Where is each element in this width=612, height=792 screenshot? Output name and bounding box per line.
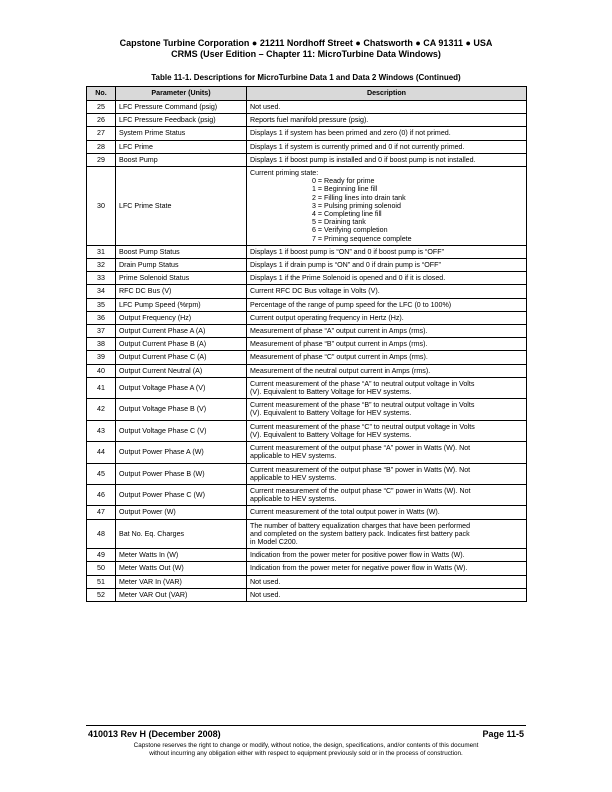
- row-number: 38: [87, 338, 116, 351]
- table-row: [87, 399, 527, 420]
- description-line: Indication from the power meter for negative power flow in Watts (W).: [250, 564, 468, 573]
- row-description: [247, 420, 527, 441]
- row-number: 44: [87, 442, 116, 463]
- table-row: [87, 311, 527, 324]
- row-number: 32: [87, 259, 116, 272]
- row-description: [247, 127, 527, 140]
- row-description: [247, 588, 527, 601]
- description-line: The number of battery equalization charges that have been performed: [250, 521, 471, 530]
- row-number: 45: [87, 463, 116, 484]
- row-description: [247, 259, 527, 272]
- description-line: Not used.: [250, 590, 281, 599]
- row-number: 42: [87, 399, 116, 420]
- table-row: [87, 298, 527, 311]
- table-row: [87, 364, 527, 377]
- description-line: Current output operating frequency in Hertz (Hz).: [250, 313, 404, 322]
- row-number: 48: [87, 519, 116, 549]
- description-line: Displays 1 if drain pump is “ON” and 0 if drain pump is “OFF”: [250, 261, 441, 270]
- row-description: [247, 562, 527, 575]
- row-description: [247, 519, 527, 549]
- table-row: [87, 153, 527, 166]
- description-line: Current measurement of the output phase “C” power in Watts (W). Not: [250, 486, 471, 495]
- row-parameter: LFC Pump Speed (%rpm): [116, 298, 247, 311]
- table-row: [87, 442, 527, 463]
- row-number: 51: [87, 575, 116, 588]
- row-description: [247, 442, 527, 463]
- row-number: 35: [87, 298, 116, 311]
- parameter-table: [86, 86, 527, 602]
- column-header-parameter: Parameter (Units): [116, 87, 247, 101]
- table-row: [87, 167, 527, 246]
- description-line: Current measurement of the phase “C” to neutral output voltage in Volts: [250, 422, 475, 431]
- row-number: 52: [87, 588, 116, 601]
- row-parameter: Meter VAR Out (VAR): [116, 588, 247, 601]
- row-number: 36: [87, 311, 116, 324]
- row-description: [247, 351, 527, 364]
- table-row: [87, 351, 527, 364]
- footer-document-id: 410013 Rev H (December 2008): [88, 729, 221, 739]
- row-number: 50: [87, 562, 116, 575]
- row-parameter: Bat No. Eq. Charges: [116, 519, 247, 549]
- description-line: Measurement of phase “A” output current in Amps (rms).: [250, 327, 428, 336]
- description-line: (V). Equivalent to Battery Voltage for HEV systems.: [250, 430, 412, 439]
- row-number: 29: [87, 153, 116, 166]
- row-number: 47: [87, 506, 116, 519]
- header-chapter-line: CRMS (User Edition – Chapter 11: MicroTurbine Data Windows): [171, 49, 441, 59]
- row-parameter: Output Power Phase A (W): [116, 442, 247, 463]
- table-row: [87, 519, 527, 549]
- row-parameter: Output Current Phase B (A): [116, 338, 247, 351]
- row-number: 39: [87, 351, 116, 364]
- row-description: [247, 101, 527, 114]
- footer-page-number: Page 11-5: [482, 729, 524, 739]
- row-number: 40: [87, 364, 116, 377]
- row-description: [247, 167, 527, 246]
- row-number: 31: [87, 245, 116, 258]
- row-parameter: Meter VAR In (VAR): [116, 575, 247, 588]
- row-number: 41: [87, 377, 116, 398]
- description-line: (V). Equivalent to Battery Voltage for HEV systems.: [250, 409, 412, 418]
- description-line: Displays 1 if system has been primed and zero (0) if not primed.: [250, 129, 451, 138]
- table-row: [87, 101, 527, 114]
- description-line: Displays 1 if boost pump is installed and 0 if boost pump is not installed.: [250, 155, 476, 164]
- prime-state-item: 5 = Draining tank: [312, 218, 366, 227]
- row-description: [247, 463, 527, 484]
- row-parameter: Meter Watts In (W): [116, 549, 247, 562]
- prime-state-item: 3 = Pulsing priming solenoid: [312, 201, 401, 210]
- table-row: [87, 338, 527, 351]
- description-line: Measurement of phase “C” output current in Amps (rms).: [250, 353, 428, 362]
- prime-state-item: 1 = Beginning line fill: [312, 185, 378, 194]
- row-parameter: Meter Watts Out (W): [116, 562, 247, 575]
- table-row: [87, 127, 527, 140]
- row-parameter: Output Power Phase C (W): [116, 484, 247, 505]
- row-description: [247, 377, 527, 398]
- row-number: 43: [87, 420, 116, 441]
- footer-divider: [86, 725, 526, 726]
- table-row: [87, 549, 527, 562]
- description-line: Current measurement of the phase “B” to neutral output voltage in Volts: [250, 401, 475, 410]
- disclaimer-line: Capstone reserves the right to change or modify, without notice, the design, specifications, and/or contents of this document: [133, 742, 479, 749]
- row-parameter: Output Current Neutral (A): [116, 364, 247, 377]
- row-number: 34: [87, 285, 116, 298]
- row-description: [247, 506, 527, 519]
- row-number: 26: [87, 114, 116, 127]
- row-number: 27: [87, 127, 116, 140]
- description-line: applicable to HEV systems.: [250, 495, 337, 504]
- row-description: [247, 285, 527, 298]
- row-number: 49: [87, 549, 116, 562]
- row-description: [247, 114, 527, 127]
- row-description: [247, 140, 527, 153]
- prime-state-item: 4 = Completing line fill: [312, 210, 382, 219]
- description-line: Current RFC DC Bus voltage in Volts (V).: [250, 287, 380, 296]
- row-description: [247, 364, 527, 377]
- row-description: [247, 272, 527, 285]
- description-line: in Model C200.: [250, 537, 298, 546]
- row-description: [247, 325, 527, 338]
- row-number: 30: [87, 167, 116, 246]
- row-parameter: Output Current Phase A (A): [116, 325, 247, 338]
- description-line: Measurement of phase “B” output current in Amps (rms).: [250, 340, 428, 349]
- prime-state-item: 0 = Ready for prime: [312, 177, 375, 186]
- description-line: Percentage of the range of pump speed for the LFC (0 to 100%): [250, 300, 452, 309]
- row-parameter: LFC Prime State: [116, 167, 247, 246]
- table-row: [87, 463, 527, 484]
- row-parameter: Output Current Phase C (A): [116, 351, 247, 364]
- table-row: [87, 272, 527, 285]
- table-row: [87, 140, 527, 153]
- row-parameter: Drain Pump Status: [116, 259, 247, 272]
- table-header-row: [87, 87, 527, 101]
- row-parameter: LFC Prime: [116, 140, 247, 153]
- description-line: Current measurement of the total output power in Watts (W).: [250, 508, 440, 517]
- description-line: Current priming state:: [250, 169, 319, 178]
- row-description: [247, 399, 527, 420]
- table-row: [87, 325, 527, 338]
- description-line: Current measurement of the output phase “A” power in Watts (W). Not: [250, 444, 471, 453]
- row-parameter: System Prime Status: [116, 127, 247, 140]
- prime-state-item: 2 = Filling lines into drain tank: [312, 193, 406, 202]
- row-description: [247, 549, 527, 562]
- row-description: [247, 311, 527, 324]
- column-header-no: No.: [87, 87, 116, 101]
- table-row: [87, 259, 527, 272]
- table-row: [87, 114, 527, 127]
- row-description: [247, 338, 527, 351]
- footer-disclaimer: [70, 742, 542, 758]
- description-line: Indication from the power meter for positive power flow in Watts (W).: [250, 551, 465, 560]
- table-row: [87, 245, 527, 258]
- table-row: [87, 575, 527, 588]
- row-parameter: Output Voltage Phase A (V): [116, 377, 247, 398]
- row-parameter: RFC DC Bus (V): [116, 285, 247, 298]
- row-parameter: Output Power Phase B (W): [116, 463, 247, 484]
- row-parameter: Output Power (W): [116, 506, 247, 519]
- description-line: Measurement of the neutral output current in Amps (rms).: [250, 366, 431, 375]
- table-row: [87, 285, 527, 298]
- table-row: [87, 588, 527, 601]
- description-line: Current measurement of the output phase “B” power in Watts (W). Not: [250, 465, 471, 474]
- page-header: [0, 38, 612, 60]
- row-parameter: Output Frequency (Hz): [116, 311, 247, 324]
- description-line: applicable to HEV systems.: [250, 452, 337, 461]
- description-line: applicable to HEV systems.: [250, 473, 337, 482]
- row-number: 25: [87, 101, 116, 114]
- description-line: Current measurement of the phase “A” to neutral output voltage in Volts: [250, 379, 475, 388]
- description-line: and completed on the system battery pack. Indicates first battery pack: [250, 529, 470, 538]
- row-description: [247, 484, 527, 505]
- table-row: [87, 377, 527, 398]
- row-description: [247, 153, 527, 166]
- column-header-description: Description: [247, 87, 527, 101]
- row-parameter: Output Voltage Phase B (V): [116, 399, 247, 420]
- description-line: Displays 1 if the Prime Solenoid is opened and 0 if it is closed.: [250, 274, 446, 283]
- row-number: 33: [87, 272, 116, 285]
- row-description: [247, 298, 527, 311]
- row-description: [247, 245, 527, 258]
- description-line: Not used.: [250, 103, 281, 111]
- row-number: 46: [87, 484, 116, 505]
- description-line: Reports fuel manifold pressure (psig).: [250, 116, 369, 125]
- row-number: 37: [87, 325, 116, 338]
- description-line: Displays 1 if system is currently primed and 0 if not currently primed.: [250, 142, 465, 151]
- row-parameter: Output Voltage Phase C (V): [116, 420, 247, 441]
- table-body: [87, 101, 527, 602]
- description-line: (V). Equivalent to Battery Voltage for HEV systems.: [250, 388, 412, 397]
- row-parameter: Prime Solenoid Status: [116, 272, 247, 285]
- prime-state-item: 7 = Priming sequence complete: [312, 234, 412, 243]
- table-row: [87, 484, 527, 505]
- row-parameter: Boost Pump Status: [116, 245, 247, 258]
- row-parameter: Boost Pump: [116, 153, 247, 166]
- table-row: [87, 420, 527, 441]
- table-caption: Table 11-1. Descriptions for MicroTurbine Data 1 and Data 2 Windows (Continued): [151, 73, 461, 82]
- description-line: Not used.: [250, 577, 281, 586]
- row-description: [247, 575, 527, 588]
- table-row: [87, 506, 527, 519]
- row-parameter: LFC Pressure Feedback (psig): [116, 114, 247, 127]
- row-number: 28: [87, 140, 116, 153]
- prime-state-item: 6 = Verifying completion: [312, 226, 388, 235]
- description-line: Displays 1 if boost pump is “ON” and 0 if boost pump is “OFF”: [250, 247, 444, 256]
- table-row: [87, 562, 527, 575]
- disclaimer-line: without incurring any obligation either with respect to equipment previously sold or in the process of construction.: [149, 750, 463, 757]
- header-company-line: Capstone Turbine Corporation ● 21211 Nordhoff Street ● Chatsworth ● CA 91311 ● USA: [119, 38, 493, 48]
- row-parameter: LFC Pressure Command (psig): [116, 101, 247, 114]
